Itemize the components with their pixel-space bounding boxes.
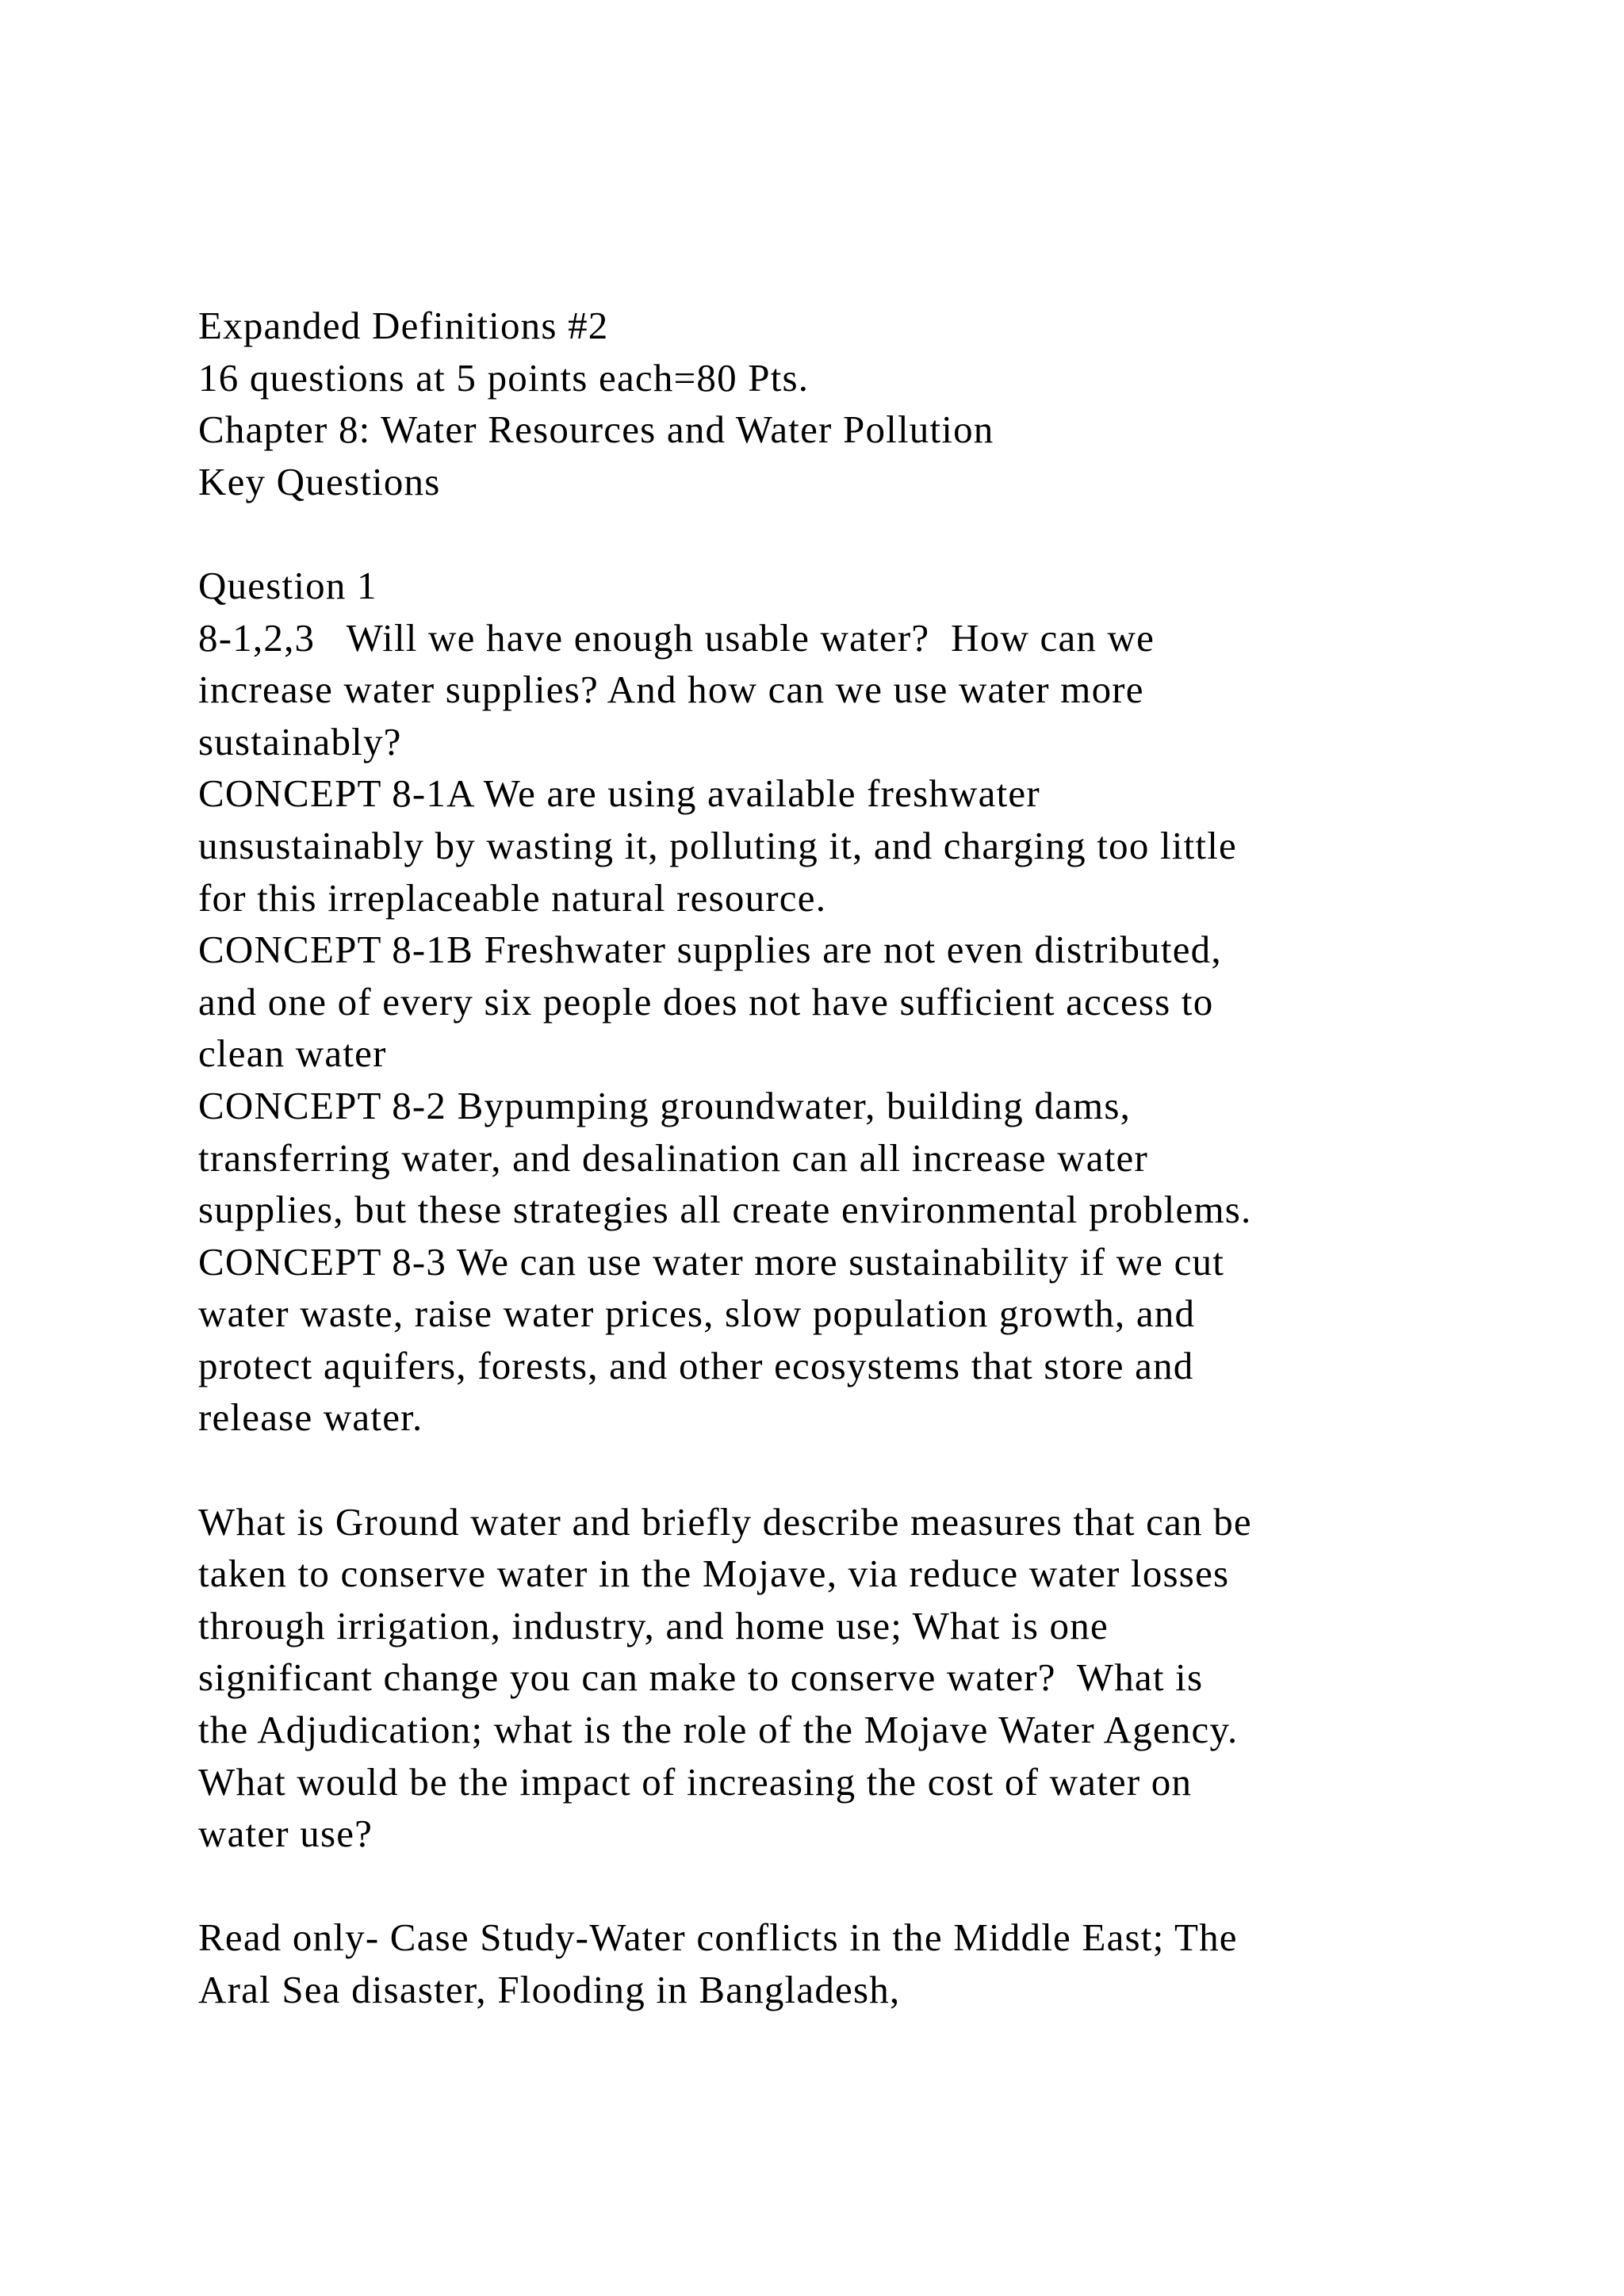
key-question-line: increase water supplies? And how can we use water more (198, 668, 1144, 712)
prompt-line: water use? (198, 1812, 373, 1856)
spacer (198, 507, 1483, 560)
section-heading: Key Questions (198, 459, 441, 503)
concept-8-3-line: release water. (198, 1395, 423, 1440)
points-summary: 16 questions at 5 points each=80 Pts. (198, 355, 810, 400)
prompt-line: the Adjudication; what is the role of the Mojave Water Agency. (198, 1708, 1239, 1752)
document-body (198, 300, 1483, 2016)
concept-8-2-line: transferring water, and desalination can all increase water (198, 1135, 1149, 1180)
concept-8-1b-line: clean water (198, 1031, 387, 1076)
prompt-line: What is Ground water and briefly describe measures that can be (198, 1499, 1252, 1544)
concept-8-1a-line: unsustainably by wasting it, polluting it, and charging too little (198, 823, 1237, 867)
reading-line: Read only- Case Study-Water conflicts in the Middle East; The (198, 1915, 1238, 1960)
key-question-line: 8-1,2,3 Will we have enough usable water? How can we (198, 615, 1155, 660)
concept-8-3-line: protect aquifers, forests, and other ecosystems that store and (198, 1343, 1194, 1387)
document-title: Expanded Definitions #2 (198, 304, 609, 347)
concept-8-1a-line: CONCEPT 8-1A We are using available freshwater (198, 771, 1040, 816)
reading-line: Aral Sea disaster, Flooding in Bangladesh, (198, 1968, 901, 2011)
key-question-line: sustainably? (198, 719, 402, 763)
concept-8-2-line: supplies, but these strategies all create environmental problems. (198, 1188, 1252, 1232)
question-label: Question 1 (198, 563, 377, 607)
prompt-line: taken to conserve water in the Mojave, via reduce water losses (198, 1552, 1230, 1596)
concept-8-1a-line: for this irreplaceable natural resource. (198, 875, 827, 920)
concept-8-3-line: CONCEPT 8-3 We can use water more sustainability if we cut (198, 1239, 1225, 1284)
concept-8-3-line: water waste, raise water prices, slow population growth, and (198, 1292, 1196, 1336)
prompt-line: significant change you can make to conserve water? What is (198, 1655, 1204, 1700)
spacer (198, 1860, 1483, 1912)
concept-8-1b-line: and one of every six people does not have sufficient access to (198, 979, 1214, 1024)
prompt-line: through irrigation, industry, and home use; What is one (198, 1603, 1109, 1647)
chapter-heading: Chapter 8: Water Resources and Water Pollution (198, 408, 994, 452)
spacer (198, 1444, 1483, 1496)
concept-8-2-line: CONCEPT 8-2 Bypumping groundwater, building dams, (198, 1083, 1132, 1127)
prompt-line: What would be the impact of increasing the cost of water on (198, 1759, 1193, 1804)
concept-8-1b-line: CONCEPT 8-1B Freshwater supplies are not even distributed, (198, 928, 1222, 972)
